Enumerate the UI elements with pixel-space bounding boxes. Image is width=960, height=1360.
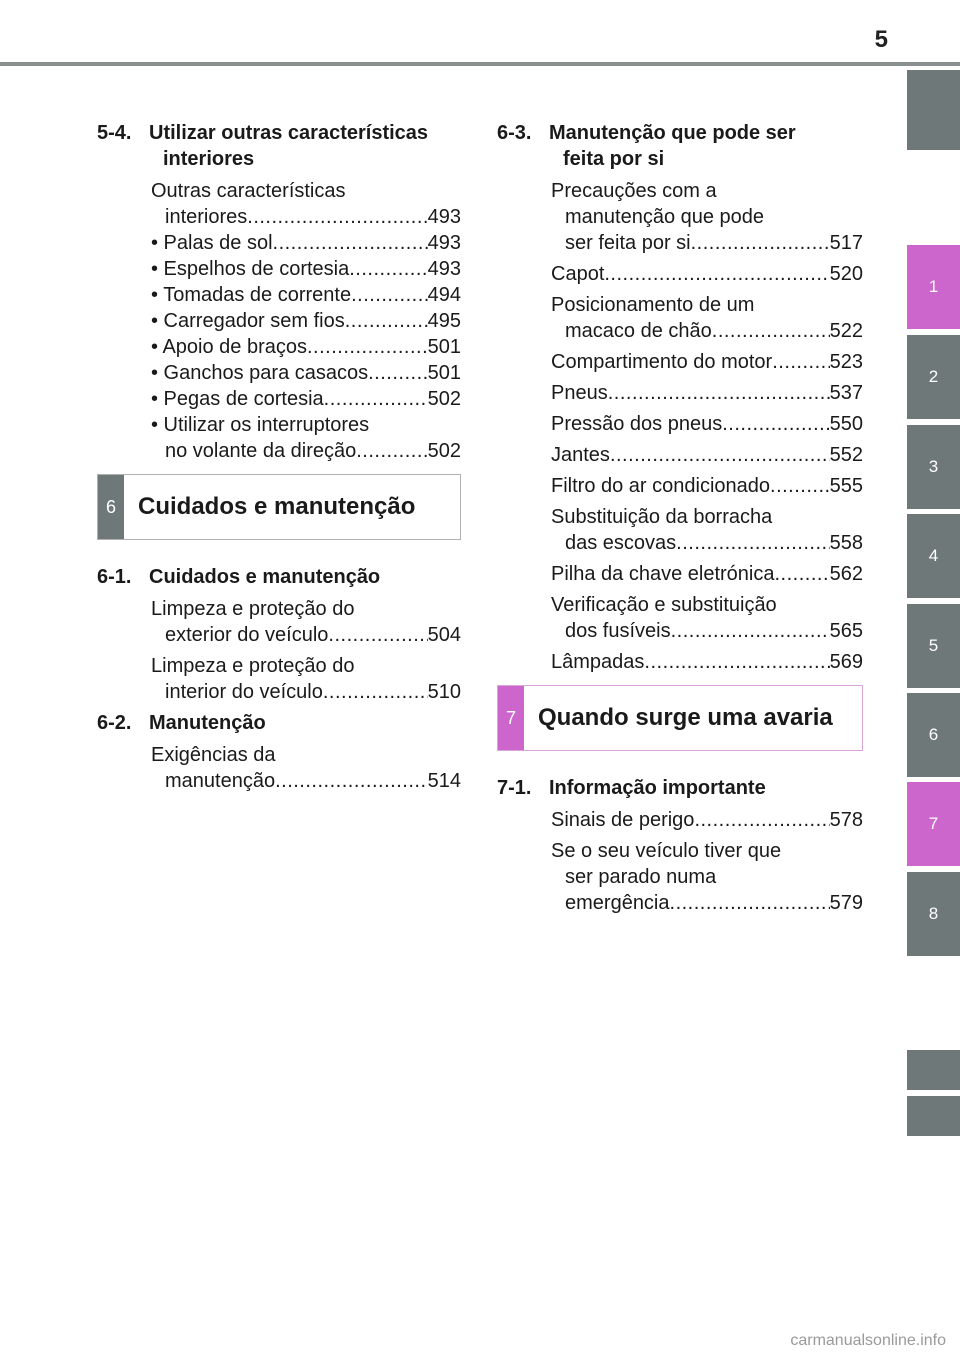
chapter-title: Quando surge uma avaria <box>538 704 833 731</box>
side-tab-blank-index-1[interactable] <box>907 1050 960 1090</box>
page-ref: 578 <box>829 809 863 831</box>
page-ref: 494 <box>427 284 461 306</box>
page-ref: 552 <box>829 444 863 466</box>
page-ref: 510 <box>427 681 461 703</box>
toc-entry[interactable]: Precauções com a manutenção que pode ser feita por si ..... 517 <box>497 178 863 256</box>
chapter-6-header[interactable] <box>97 474 461 540</box>
page-ref: 569 <box>829 651 863 673</box>
toc-entry[interactable]: Exigências da manutenção ..... 514 <box>97 742 461 794</box>
toc-entry[interactable]: Outras características interiores ..... 493 <box>97 178 461 230</box>
side-tab-4[interactable]: 4 <box>907 514 960 598</box>
toc-right-column <box>497 120 863 921</box>
toc-entry[interactable]: Verificação e substituição dos fusíveis ..... 565 <box>497 592 863 644</box>
toc-entry[interactable]: Substituição da borracha das escovas ..... 558 <box>497 504 863 556</box>
toc-entry[interactable]: Pneus ..... 537 <box>497 380 863 406</box>
toc-entry[interactable]: Limpeza e proteção do interior do veículo ..... 510 <box>97 653 461 705</box>
page-number: 5 <box>874 26 888 53</box>
side-tab-2[interactable]: 2 <box>907 335 960 419</box>
toc-entry[interactable]: Limpeza e proteção do exterior do veículo ..... 504 <box>97 596 461 648</box>
section-number: 5-4. <box>97 122 132 144</box>
section-number: 7-1. <box>497 777 532 799</box>
section-7-1 <box>497 775 863 801</box>
chapter-7-header[interactable] <box>497 685 863 751</box>
chapter-number: 7 <box>498 686 524 750</box>
side-tab-1[interactable]: 1 <box>907 245 960 329</box>
page-ref: 495 <box>427 310 461 332</box>
page-ref: 493 <box>427 232 461 254</box>
toc-entry[interactable]: Sinais de perigo ..... 578 <box>497 807 863 833</box>
toc-entry[interactable]: • Pegas de cortesia ..... 502 <box>97 386 461 412</box>
toc-entry[interactable]: • Tomadas de corrente ..... 494 <box>97 282 461 308</box>
section-title: Manutenção <box>149 712 266 734</box>
chapter-number: 6 <box>98 475 124 539</box>
page-ref: 579 <box>829 892 863 914</box>
section-title: Utilizar outras características <box>149 122 429 144</box>
side-tab-7[interactable]: 7 <box>907 782 960 866</box>
section-6-3 <box>497 120 863 172</box>
section-title-cont: feita por si <box>563 148 665 170</box>
page-ref: 555 <box>829 475 863 497</box>
toc-entry[interactable]: • Palas de sol ..... 493 <box>97 230 461 256</box>
page-ref: 493 <box>427 206 461 228</box>
page-ref: 514 <box>427 770 461 792</box>
side-tab-blank-index-2[interactable] <box>907 1096 960 1136</box>
toc-entry[interactable]: • Carregador sem fios ..... 495 <box>97 308 461 334</box>
page-ref: 550 <box>829 413 863 435</box>
toc-entry[interactable]: Lâmpadas ..... 569 <box>497 649 863 675</box>
section-number: 6-2. <box>97 712 132 734</box>
page-ref: 558 <box>829 532 863 554</box>
side-tab-blank-top[interactable] <box>907 70 960 150</box>
section-6-1 <box>97 564 461 590</box>
page-ref: 523 <box>829 351 863 373</box>
toc-entry[interactable]: • Apoio de braços ..... 501 <box>97 334 461 360</box>
page-ref: 504 <box>427 624 461 646</box>
toc-entry[interactable]: Pressão dos pneus ..... 550 <box>497 411 863 437</box>
toc-entry[interactable]: Pilha da chave eletrónica ..... 562 <box>497 561 863 587</box>
page-ref: 562 <box>829 563 863 585</box>
side-tab-6[interactable]: 6 <box>907 693 960 777</box>
page-ref: 493 <box>427 258 461 280</box>
toc-entry[interactable]: • Ganchos para casacos ..... 501 <box>97 360 461 386</box>
page-ref: 501 <box>427 362 461 384</box>
toc-left-column <box>97 120 461 799</box>
toc-entry[interactable]: Jantes ..... 552 <box>497 442 863 468</box>
page-ref: 502 <box>427 440 461 462</box>
toc-entry[interactable]: • Espelhos de cortesia ..... 493 <box>97 256 461 282</box>
toc-entry[interactable]: Filtro do ar condicionado ..... 555 <box>497 473 863 499</box>
page-ref: 522 <box>829 320 863 342</box>
side-tab-5[interactable]: 5 <box>907 604 960 688</box>
toc-entry[interactable]: Compartimento do motor ..... 523 <box>497 349 863 375</box>
chapter-title: Cuidados e manutenção <box>138 493 416 520</box>
section-title: Cuidados e manutenção <box>149 566 381 588</box>
section-title-cont: interiores <box>163 148 255 170</box>
page-ref: 517 <box>829 232 863 254</box>
side-tab-3[interactable]: 3 <box>907 425 960 509</box>
toc-entry[interactable]: • Utilizar os interruptores no volante da direção ..... 502 <box>97 412 461 464</box>
toc-entry[interactable]: Se o seu veículo tiver que ser parado numa emergência ..... 579 <box>497 838 863 916</box>
section-title: Informação importante <box>549 777 766 799</box>
page-ref: 537 <box>829 382 863 404</box>
page-ref: 520 <box>829 263 863 285</box>
section-5-4 <box>97 120 461 172</box>
section-number: 6-1. <box>97 566 132 588</box>
watermark-text: carmanualsonline.info <box>790 1332 946 1349</box>
section-number: 6-3. <box>497 122 532 144</box>
side-tab-8[interactable]: 8 <box>907 872 960 956</box>
section-title: Manutenção que pode ser <box>549 122 796 144</box>
page-ref: 565 <box>829 620 863 642</box>
page-ref: 502 <box>427 388 461 410</box>
toc-entry[interactable]: Posicionamento de um macaco de chão ..... 522 <box>497 292 863 344</box>
page-ref: 501 <box>427 336 461 358</box>
toc-entry[interactable]: Capot ..... 520 <box>497 261 863 287</box>
section-6-2 <box>97 710 461 736</box>
header-rule <box>0 62 960 66</box>
